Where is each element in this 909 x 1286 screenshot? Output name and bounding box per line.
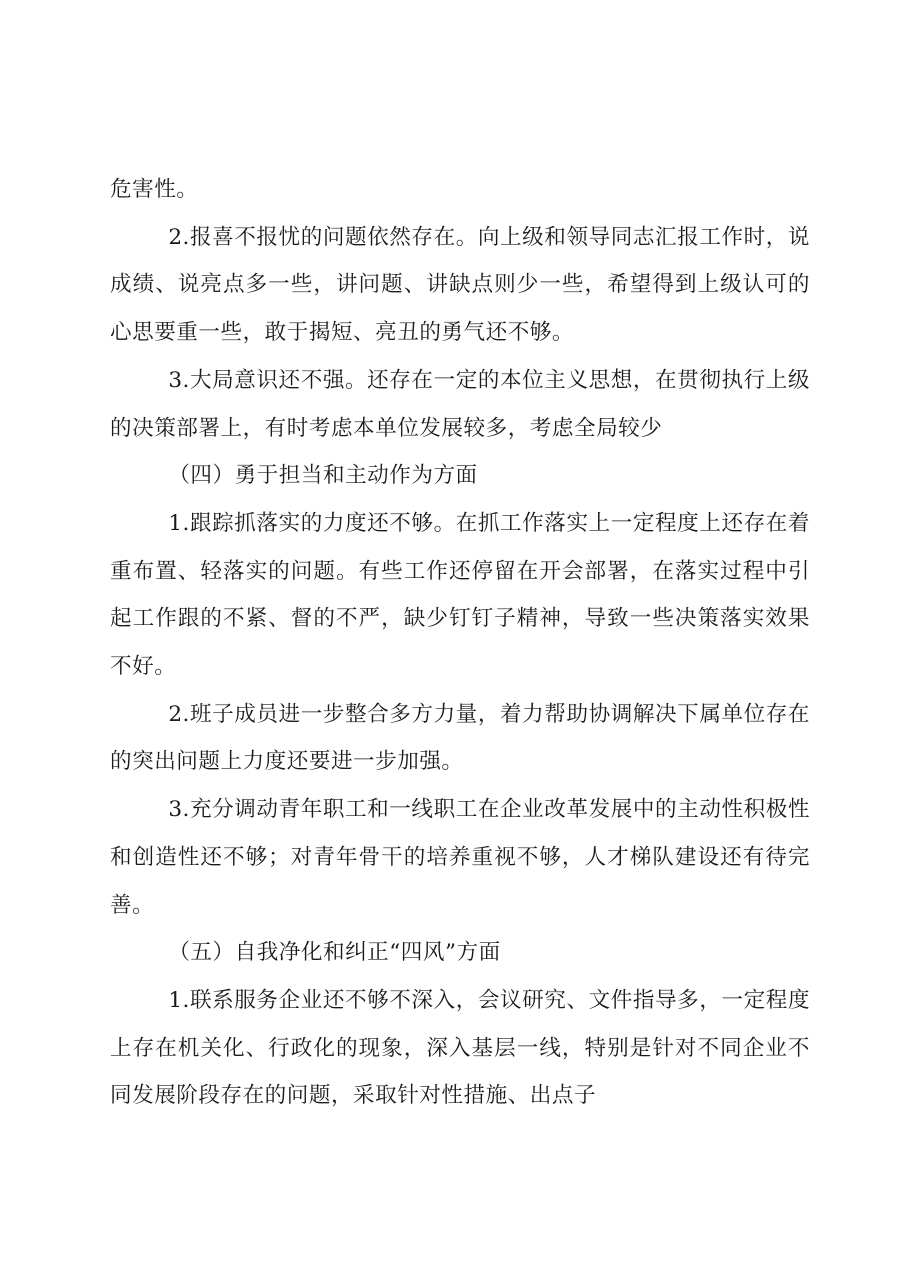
paragraph-item: 1.跟踪抓落实的力度还不够。在抓工作落实上一定程度上还存在着重布置、轻落实的问题。有些工作还停留在开会部署，在落实过程中引起工作跟的不紧、督的不严，缺少钉钉子精神，导致一些决策落实效果不好。 (110, 510, 810, 680)
paragraph-item: 2.班子成员进一步整合多方力量，着力帮助协调解决下属单位存在的突出问题上力度还要进一步加强。 (110, 701, 810, 775)
section-heading: （四）勇于担当和主动作为方面 (168, 463, 478, 489)
paragraph-item: 3.充分调动青年职工和一线职工在企业改革发展中的主动性积极性和创造性还不够；对青年骨干的培养重视不够，人才梯队建设还有待完善。 (110, 797, 810, 918)
paragraph-item: 2.报喜不报忧的问题依然存在。向上级和领导同志汇报工作时，说成绩、说亮点多一些，讲问题、讲缺点则少一些，希望得到上级认可的心思要重一些，敢于揭短、亮丑的勇气还不够。 (110, 224, 810, 346)
paragraph-item: 1.联系服务企业还不够不深入，会议研究、文件指导多，一定程度上存在机关化、行政化的现象，深入基层一线，特别是针对不同企业不同发展阶段存在的问题，采取针对性措施、出点子 (110, 987, 810, 1109)
document-body (110, 166, 810, 1120)
paragraph-continuation: 危害性。 (110, 177, 199, 202)
section-heading: （五）自我净化和纠正“四风”方面 (168, 940, 501, 966)
paragraph-item: 3.大局意识还不强。还存在一定的本位主义思想，在贯彻执行上级的决策部署上，有时考虑本单位发展较多，考虑全局较少 (110, 367, 810, 441)
